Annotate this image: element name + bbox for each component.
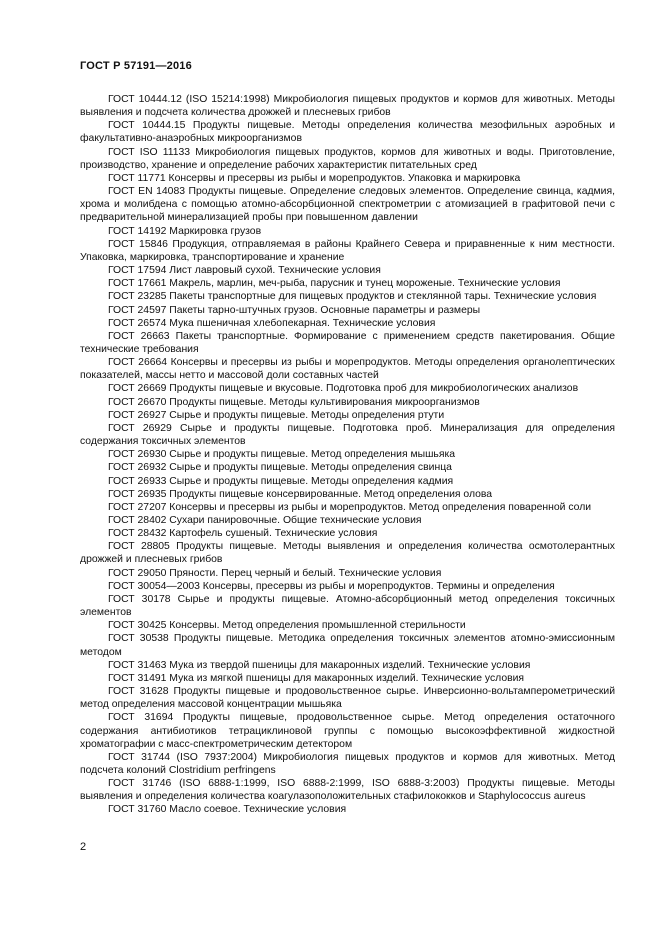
reference-item: ГОСТ 30538 Продукты пищевые. Методика определения токсичных элементов атомно-эмиссионным методом xyxy=(80,633,615,658)
reference-item: ГОСТ 14192 Маркировка грузов xyxy=(108,225,262,237)
page-number: 2 xyxy=(80,841,87,853)
reference-item: ГОСТ 26929 Сырье и продукты пищевые. Подготовка проб. Минерализация для определения содержания токсичных элементов xyxy=(80,422,615,448)
reference-item: ГОСТ 31760 Масло соевое. Технические условия xyxy=(108,804,347,816)
reference-item: ГОСТ 24597 Пакеты тарно-штучных грузов. Основные параметры и размеры xyxy=(108,304,481,316)
reference-item: ГОСТ 26670 Продукты пищевые. Методы культивирования микроорганизмов xyxy=(108,396,480,408)
reference-item: ГОСТ 10444.12 (ISO 15214:1998) Микробиология пищевых продуктов и кормов для животных. Методы выявления и подсчета количества дрожжей и плесневых грибов xyxy=(80,94,615,119)
reference-item: ГОСТ 30425 Консервы. Метод определения промышленной стерильности xyxy=(108,620,466,632)
reference-item: ГОСТ 23285 Пакеты транспортные для пищевых продуктов и стеклянной тары. Технические условия xyxy=(108,291,597,303)
reference-item: ГОСТ 26669 Продукты пищевые и вкусовые. Подготовка проб для микробиологических анализов xyxy=(108,383,579,395)
reference-item: ГОСТ 26574 Мука пшеничная хлебопекарная. Технические условия xyxy=(108,317,436,329)
reference-item: ГОСТ ISO 11133 Микробиология пищевых продуктов, кормов для животных и воды. Приготовление, производство, хранение и определение рабочих характеристик питательных сред xyxy=(80,146,615,171)
reference-item: ГОСТ 11771 Консервы и пресервы из рыбы и морепродуктов. Упаковка и маркировка xyxy=(108,172,521,184)
document-header-title: ГОСТ Р 57191—2016 xyxy=(80,60,192,72)
reference-item: ГОСТ 30054—2003 Консервы, пресервы из рыбы и морепродуктов. Термины и определения xyxy=(108,580,555,592)
reference-item: ГОСТ 26933 Сырье и продукты пищевые. Методы определения кадмия xyxy=(108,475,454,487)
reference-item: ГОСТ 17661 Макрель, марлин, меч-рыба, парусник и тунец мороженые. Технические условия xyxy=(108,278,561,290)
reference-item: ГОСТ 26932 Сырье и продукты пищевые. Методы определения свинца xyxy=(108,462,452,474)
reference-item: ГОСТ 28432 Картофель сушеный. Технические условия xyxy=(108,528,378,540)
reference-item: ГОСТ 31628 Продукты пищевые и продовольственное сырье. Инверсионно-вольтамперометрический метод определения массовой концентрации мышьяка xyxy=(80,686,615,711)
reference-item: ГОСТ 31746 (ISO 6888-1:1999, ISO 6888-2:1999, ISO 6888-3:2003) Продукты пищевые. Методы выявления и определения количества коагулазоположительных стафилококков и Staphylococcus aureus xyxy=(80,778,615,803)
reference-item: ГОСТ 31491 Мука из мягкой пшеницы для макаронных изделий. Технические условия xyxy=(108,672,525,684)
reference-item: ГОСТ 27207 Консервы и пресервы из рыбы и морепродуктов. Метод определения поваренной соли xyxy=(108,501,592,513)
reference-item: ГОСТ 26664 Консервы и пресервы из рыбы и морепродуктов. Методы определения органолептических показателей, массы нетто и массовой доли составных частей xyxy=(80,357,615,382)
reference-item: ГОСТ 30178 Сырье и продукты пищевые. Атомно-абсорбционный метод определения токсичных элементов xyxy=(80,593,615,619)
reference-item: ГОСТ 15846 Продукция, отправляемая в районы Крайнего Севера и приравненные к ним местности. Упаковка, маркировка, транспортирование и хранение xyxy=(80,238,615,263)
reference-item: ГОСТ 31463 Мука из твердой пшеницы для макаронных изделий. Технические условия xyxy=(108,659,531,671)
reference-item: ГОСТ 26663 Пакеты транспортные. Формирование с применением средств пакетирования. Общие технические требования xyxy=(80,330,615,355)
reference-item: ГОСТ 17594 Лист лавровый сухой. Технические условия xyxy=(108,265,381,277)
reference-item: ГОСТ EN 14083 Продукты пищевые. Определение следовых элементов. Определение свинца, кадмия, хрома и молибдена с помощью атомно-абсорбционной спектрометрии с атомизацией в графитовой печи с предварительной минерализацией пробы при повышенном давлении xyxy=(80,186,615,224)
reference-item: ГОСТ 29050 Пряности. Перец черный и белый. Технические условия xyxy=(108,567,442,579)
normative-references-list xyxy=(80,93,615,817)
reference-item: ГОСТ 26927 Сырье и продукты пищевые. Методы определения ртути xyxy=(108,409,445,421)
reference-item: ГОСТ 26930 Сырье и продукты пищевые. Метод определения мышьяка xyxy=(108,449,456,461)
reference-item: ГОСТ 28805 Продукты пищевые. Методы выявления и определения количества осмотолерантных дрожжей и плесневых грибов xyxy=(80,541,615,566)
reference-item: ГОСТ 31744 (ISO 7937:2004) Микробиология пищевых продуктов и кормов для животных. Метод подсчета колоний Clostridium perfringens xyxy=(80,751,615,776)
reference-item: ГОСТ 10444.15 Продукты пищевые. Методы определения количества мезофильных аэробных и факультативно-анаэробных микроорганизмов xyxy=(80,120,615,145)
reference-item: ГОСТ 26935 Продукты пищевые консервированные. Метод определения олова xyxy=(108,488,493,500)
reference-item: ГОСТ 28402 Сухари панировочные. Общие технические условия xyxy=(108,515,422,526)
reference-item: ГОСТ 31694 Продукты пищевые, продовольственное сырье. Метод определения остаточного содержания антибиотиков тетрациклиновой группы с помощью высокоэффективной жидкостной хроматографии с масс-спектрометрическим детектором xyxy=(80,712,615,750)
